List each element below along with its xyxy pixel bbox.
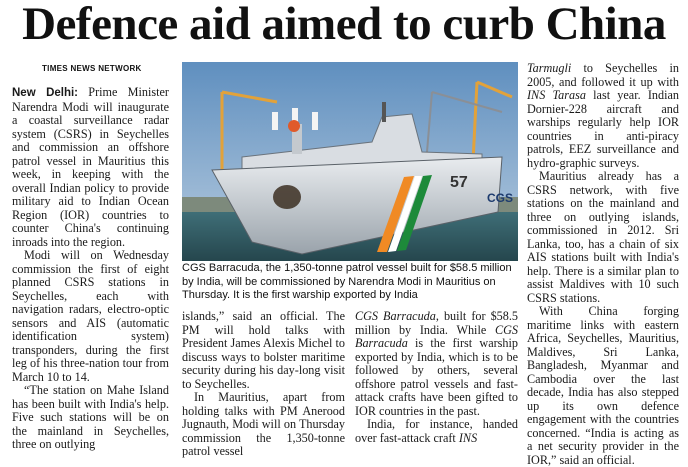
ship-photo bbox=[182, 62, 518, 261]
article-column-4 bbox=[527, 62, 679, 467]
article-column-3 bbox=[355, 310, 518, 467]
ship-name: Tarmugli bbox=[527, 62, 572, 75]
ship-name: CGS Barracuda bbox=[355, 322, 518, 350]
ship-name: CGS Barracuda bbox=[355, 310, 436, 323]
hull-number: 57 bbox=[450, 174, 468, 191]
paragraph: “The station on Mahe Island has been built with India's help. Five such stations will be on the mainland in Seychelles, three on outlying bbox=[12, 383, 169, 451]
ship-name: INS bbox=[458, 430, 478, 445]
paragraph bbox=[12, 86, 169, 249]
paragraph: With China forging maritime links with eastern Africa, Seychelles, Mauritius, Maldives, Sri Lanka, Bangladesh, Myanmar and Cambodia over the last decade, India has also stepped up its own defence engagement with the countries concerned. “India is acting as a net security provider in the IOR,” said an official. bbox=[527, 304, 679, 467]
paragraph bbox=[355, 310, 518, 418]
patrol-vessel-image bbox=[182, 62, 518, 261]
hull-text: CGS bbox=[487, 191, 514, 205]
paragraph: Modi will on Wednesday commission the first of eight planned CSRS stations in Seychelles, each with navigation radars, electro-optic sensors and AIS (automatic identification system) transponders, during the first leg of his three-nation tour from March 10 to 14. bbox=[12, 248, 169, 384]
ship-name: INS Tarasa bbox=[527, 88, 586, 102]
dateline: New Delhi: bbox=[12, 87, 79, 99]
paragraph bbox=[355, 418, 518, 445]
photo-caption: CGS Barracuda, the 1,350-tonne patrol vessel built for $58.5 million by India, will be commissioned by Narendra Modi in Mauritius on Thursday. It is the first warship exported by India bbox=[182, 262, 512, 301]
paragraph: islands,” said an official. The PM will hold talks with President James Alexis Michel to discuss ways to bolster maritime security during his day-long visit to Seychelles. bbox=[182, 310, 345, 391]
paragraph-text: last year. Indian Dornier-228 aircraft and warships regularly help IOR countries in anti-piracy patrols, EEZ surveillance and hydro-graphic surveys. bbox=[527, 88, 679, 170]
article-column-1 bbox=[12, 86, 169, 466]
paragraph-text: India, for instance, handed over fast-attack craft bbox=[355, 417, 518, 445]
byline: TIMES NEWS NETWORK bbox=[42, 64, 142, 73]
paragraph-text: to Seychelles in 2005, and followed it up with bbox=[527, 62, 679, 89]
paragraph-text: , built for $58.5 million by India. While bbox=[355, 310, 518, 337]
paragraph-text: is the first warship exported by India, which is to be followed by others, several offshore patrol vessels and fast-attack crafts have been gifted to IOR countries in the past. bbox=[355, 336, 518, 418]
paragraph-text: Prime Minister Narendra Modi will inaugurate a coastal surveillance radar system (CSRS) in Seychelles and commission an offshore patrol vessel in Mauritius this week, in keeping with the overall Indian policy to provide military aid to Indian Ocean Region (IOR) countries to counter China's continuing inroads into the region. bbox=[12, 86, 169, 249]
paragraph bbox=[527, 62, 679, 170]
paragraph: Mauritius already has a CSRS network, with five stations on the mainland and three on outlying islands, commissioned in 2012. Sri Lanka, too, has a chain of six AIS stations built with India's help. There is a similar plan to assist Maldives with 10 such CSRS stations. bbox=[527, 169, 679, 305]
headline: Defence aid aimed to curb China bbox=[22, 0, 666, 50]
article-column-2 bbox=[182, 310, 345, 467]
paragraph: In Mauritius, apart from holding talks with PM Anerood Jugnauth, Modi will on Thursday commission the 1,350-tonne patrol vessel bbox=[182, 390, 345, 458]
